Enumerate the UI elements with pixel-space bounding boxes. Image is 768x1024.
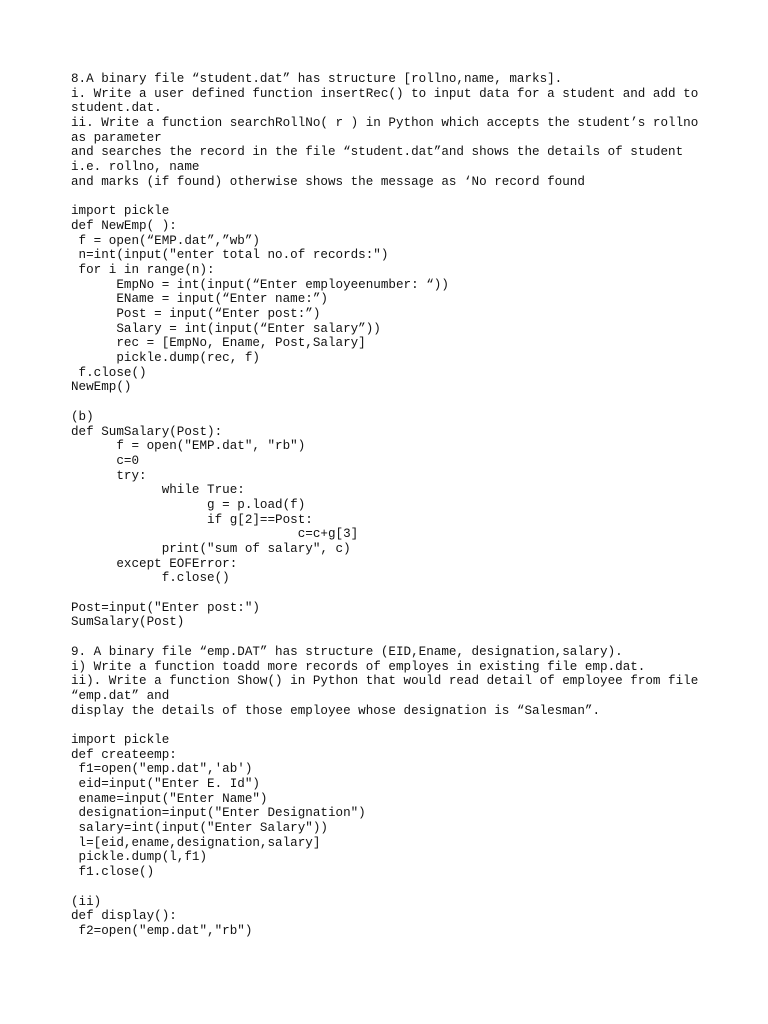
- text-line: ename=input("Enter Name"): [71, 791, 268, 806]
- text-line: salary=int(input("Enter Salary")): [71, 821, 328, 836]
- text-line: [71, 190, 731, 205]
- document-page: [71, 72, 731, 939]
- text-line: [71, 630, 731, 645]
- text-line: def SumSalary(Post):: [71, 424, 223, 439]
- text-line: SumSalary(Post): [71, 615, 185, 630]
- text-line: i. Write a user defined function insertRec() to input data for a student and add to: [71, 86, 699, 101]
- text-line: Salary = int(input(“Enter salary”)): [71, 321, 381, 336]
- text-line: print("sum of salary", c): [71, 542, 351, 556]
- text-line: rec = [EmpNo, Ename, Post,Salary]: [71, 336, 366, 351]
- text-line: ii). Write a function Show() in Python that would read detail of employee from file: [71, 674, 699, 689]
- text-line: pickle.dump(rec, f): [71, 351, 260, 366]
- text-line: while True:: [71, 483, 245, 498]
- text-line: designation=input("Enter Designation"): [71, 806, 366, 821]
- text-line: def createemp:: [71, 747, 177, 762]
- text-line: [71, 395, 731, 410]
- text-line: except EOFError:: [71, 556, 238, 571]
- text-line: n=int(input("enter total no.of records:"): [71, 248, 389, 263]
- text-line: and searches the record in the file “student.dat”and shows the details of student: [71, 145, 684, 160]
- text-line: c=c+g[3]: [71, 527, 359, 542]
- text-line: g = p.load(f): [71, 497, 306, 512]
- text-line: EmpNo = int(input(“Enter employeenumber: “)): [71, 277, 449, 292]
- text-line: student.dat.: [71, 101, 162, 116]
- text-line: as parameter: [71, 130, 162, 145]
- text-line: try:: [71, 468, 147, 483]
- text-line: f1.close(): [71, 865, 155, 880]
- text-line: (b): [71, 409, 94, 424]
- text-line: f.close(): [71, 571, 230, 586]
- text-line: and marks (if found) otherwise shows the message as ‘No record found: [71, 174, 585, 189]
- text-line: 8.A binary file “student.dat” has structure [rollno,name, marks].: [71, 72, 563, 86]
- text-line: display the details of those employee whose designation is “Salesman”.: [71, 703, 601, 718]
- text-line: f.close(): [71, 365, 147, 380]
- text-line: import pickle: [71, 204, 170, 219]
- text-line: f = open(“EMP.dat”,”wb”): [71, 233, 260, 248]
- text-line: Post = input(“Enter post:”): [71, 307, 321, 321]
- text-line: EName = input(“Enter name:”): [71, 292, 328, 307]
- text-line: def display():: [71, 909, 177, 924]
- text-line: i) Write a function toadd more records of employes in existing file emp.dat.: [71, 659, 646, 674]
- text-line: Post=input("Enter post:"): [71, 600, 260, 615]
- text-line: if g[2]==Post:: [71, 512, 313, 527]
- text-line: i.e. rollno, name: [71, 160, 200, 175]
- text-line: c=0: [71, 453, 140, 468]
- text-line: “emp.dat” and: [71, 688, 170, 703]
- text-line: import pickle: [71, 732, 170, 747]
- text-line: eid=input("Enter E. Id"): [71, 777, 260, 791]
- text-line: def NewEmp( ):: [71, 218, 177, 233]
- text-line: l=[eid,ename,designation,salary]: [71, 835, 321, 850]
- text-line: (ii): [71, 894, 102, 909]
- text-line: [71, 586, 731, 601]
- text-line: [71, 718, 731, 733]
- text-line: f = open("EMP.dat", "rb"): [71, 439, 306, 454]
- text-line: NewEmp(): [71, 380, 132, 395]
- text-line: 9. A binary file “emp.DAT” has structure (EID,Ename, designation,salary).: [71, 644, 623, 659]
- text-line: f2=open("emp.dat","rb"): [71, 923, 253, 938]
- text-line: f1=open("emp.dat",'ab'): [71, 762, 253, 777]
- text-line: for i in range(n):: [71, 262, 215, 277]
- text-line: [71, 880, 731, 895]
- text-line: pickle.dump(l,f1): [71, 850, 208, 865]
- text-line: ii. Write a function searchRollNo( r ) in Python which accepts the student’s rollno: [71, 116, 699, 131]
